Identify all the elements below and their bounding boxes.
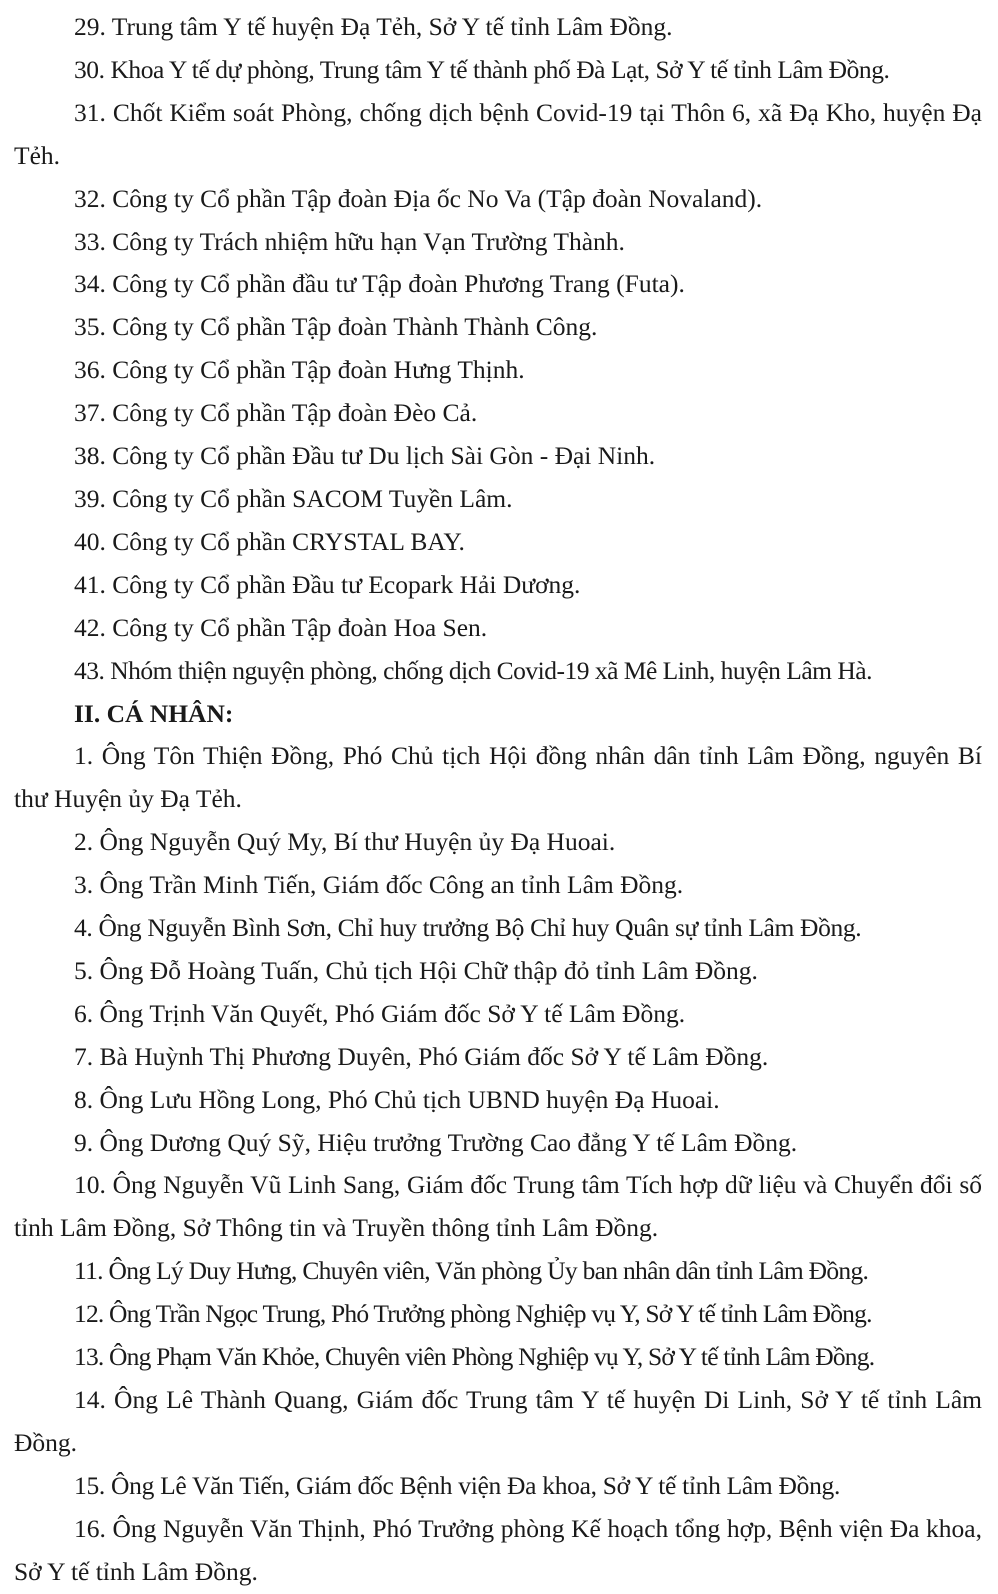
list-item-org-31: 31. Chốt Kiểm soát Phòng, chống dịch bệnh Covid-19 tại Thôn 6, xã Đạ Kho, huyện Đạ Tẻh. bbox=[14, 97, 982, 170]
list-item-person-4: 4. Ông Nguyễn Bình Sơn, Chỉ huy trưởng Bộ Chỉ huy Quân sự tỉnh Lâm Đồng. bbox=[74, 913, 862, 943]
list-item-org-41: 41. Công ty Cổ phần Đầu tư Ecopark Hải Dương. bbox=[74, 569, 581, 599]
list-item-org-35: 35. Công ty Cổ phần Tập đoàn Thành Thành Công. bbox=[74, 312, 598, 342]
document-page bbox=[14, 6, 982, 1594]
list-item-org-30: 30. Khoa Y tế dự phòng, Trung tâm Y tế thành phố Đà Lạt, Sở Y tế tỉnh Lâm Đồng. bbox=[74, 54, 890, 84]
list-item-org-38: 38. Công ty Cổ phần Đầu tư Du lịch Sài Gòn - Đại Ninh. bbox=[74, 441, 656, 471]
list-item-person-10: 10. Ông Nguyễn Vũ Linh Sang, Giám đốc Trung tâm Tích hợp dữ liệu và Chuyển đổi số tỉnh Lâm Đồng, Sở Thông tin và Truyền thông tỉnh Lâm Đồng. bbox=[14, 1170, 982, 1243]
list-item-org-37: 37. Công ty Cổ phần Tập đoàn Đèo Cả. bbox=[74, 398, 478, 428]
section-heading-individuals: II. CÁ NHÂN: bbox=[74, 698, 234, 728]
list-item-person-15: 15. Ông Lê Văn Tiến, Giám đốc Bệnh viện Đa khoa, Sở Y tế tỉnh Lâm Đồng. bbox=[74, 1470, 841, 1500]
list-item-person-16: 16. Ông Nguyễn Văn Thịnh, Phó Trưởng phòng Kế hoạch tổng hợp, Bệnh viện Đa khoa, Sở Y tế tỉnh Lâm Đồng. bbox=[14, 1513, 982, 1586]
list-item-person-8: 8. Ông Lưu Hồng Long, Phó Chủ tịch UBND huyện Đạ Huoai. bbox=[74, 1084, 720, 1114]
list-item-org-34: 34. Công ty Cổ phần đầu tư Tập đoàn Phương Trang (Futa). bbox=[74, 269, 685, 299]
list-item-org-29: 29. Trung tâm Y tế huyện Đạ Tẻh, Sở Y tế tỉnh Lâm Đồng. bbox=[74, 12, 673, 41]
list-item-org-39: 39. Công ty Cổ phần SACOM Tuyền Lâm. bbox=[74, 483, 513, 513]
list-item-person-5: 5. Ông Đỗ Hoàng Tuấn, Chủ tịch Hội Chữ thập đỏ tỉnh Lâm Đồng. bbox=[74, 955, 758, 985]
list-item-person-3: 3. Ông Trần Minh Tiến, Giám đốc Công an tỉnh Lâm Đồng. bbox=[74, 870, 684, 900]
list-item-org-32: 32. Công ty Cổ phần Tập đoàn Địa ốc No Va (Tập đoàn Novaland). bbox=[74, 183, 763, 213]
list-item-person-1: 1. Ông Tôn Thiện Đồng, Phó Chủ tịch Hội đồng nhân dân tỉnh Lâm Đồng, nguyên Bí thư Huyện ủy Đạ Tẻh. bbox=[14, 741, 982, 814]
list-item-person-13: 13. Ông Phạm Văn Khỏe, Chuyên viên Phòng Nghiệp vụ Y, Sở Y tế tỉnh Lâm Đồng. bbox=[74, 1342, 875, 1372]
list-item-person-12: 12. Ông Trần Ngọc Trung, Phó Trưởng phòng Nghiệp vụ Y, Sở Y tế tỉnh Lâm Đồng. bbox=[74, 1299, 872, 1329]
list-item-org-40: 40. Công ty Cổ phần CRYSTAL BAY. bbox=[74, 526, 465, 556]
list-item-person-11: 11. Ông Lý Duy Hưng, Chuyên viên, Văn phòng Ủy ban nhân dân tỉnh Lâm Đồng. bbox=[74, 1256, 869, 1286]
list-item-person-7: 7. Bà Huỳnh Thị Phương Duyên, Phó Giám đốc Sở Y tế Lâm Đồng. bbox=[74, 1041, 769, 1071]
list-item-person-14: 14. Ông Lê Thành Quang, Giám đốc Trung tâm Y tế huyện Di Linh, Sở Y tế tỉnh Lâm Đồng. bbox=[14, 1385, 982, 1457]
list-item-person-2: 2. Ông Nguyễn Quý My, Bí thư Huyện ủy Đạ Huoai. bbox=[74, 827, 616, 857]
list-item-org-36: 36. Công ty Cổ phần Tập đoàn Hưng Thịnh. bbox=[74, 355, 525, 385]
list-item-org-33: 33. Công ty Trách nhiệm hữu hạn Vạn Trường Thành. bbox=[74, 226, 625, 256]
list-item-org-42: 42. Công ty Cổ phần Tập đoàn Hoa Sen. bbox=[74, 612, 488, 642]
list-item-person-9: 9. Ông Dương Quý Sỹ, Hiệu trưởng Trường Cao đẳng Y tế Lâm Đồng. bbox=[74, 1127, 798, 1157]
list-item-org-43: 43. Nhóm thiện nguyện phòng, chống dịch Covid-19 xã Mê Linh, huyện Lâm Hà. bbox=[74, 655, 872, 685]
list-item-person-6: 6. Ông Trịnh Văn Quyết, Phó Giám đốc Sở Y tế Lâm Đồng. bbox=[74, 998, 686, 1028]
